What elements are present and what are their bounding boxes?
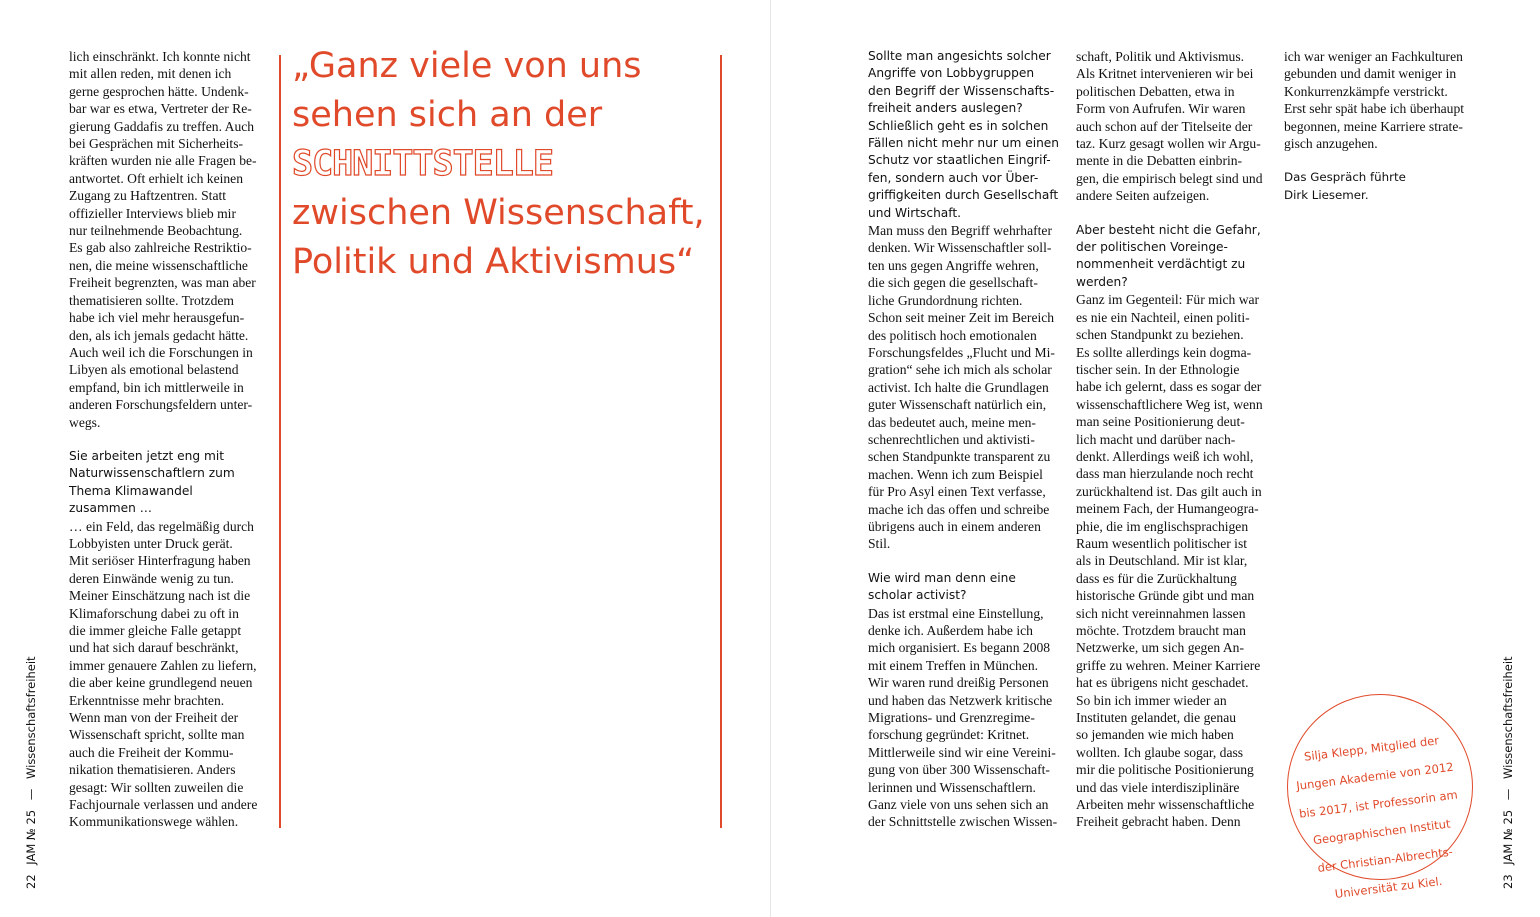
question-1-line: Fällen nicht mehr nur um einen — [868, 136, 1060, 151]
answer-2-continued-line: schaft, Politik und Aktivismus. — [1076, 49, 1245, 64]
interview-credit — [1284, 169, 1484, 204]
answer-3-line: So bin ich immer wieder an — [1076, 692, 1227, 708]
answer-2-line: forschung gegründet: Kritnet. — [868, 727, 1030, 743]
left-answer-b-line: Meiner Einschätzung nach ist die — [69, 588, 251, 604]
answer-3-line: habe ich gelernt, dass es sogar der — [1076, 379, 1262, 395]
left-page-number: 22 — [24, 874, 38, 889]
answer-1-line: Forschungsfeldes „Flucht und Mi- — [868, 344, 1055, 360]
answer-2-continued — [1076, 48, 1276, 205]
answer-1-line: liche Grundordnung richten. — [868, 292, 1023, 308]
quote-rule-right — [720, 55, 722, 828]
answer-1-line: schen Standpunkte transparent zu — [868, 449, 1051, 465]
pull-quote-highlight: SCHNITTSTELLE — [292, 144, 553, 184]
answer-3-continued-line: gebunden und damit weniger in — [1284, 66, 1457, 82]
answer-3-line: wissenschaftlichere Weg ist, wenn — [1076, 396, 1263, 412]
question-1 — [868, 48, 1068, 222]
answer-3-continued-line: Konkurrenzkämpfe verstrickt. — [1284, 83, 1448, 99]
left-answer-b-line: und hat sich darauf beschränkt, — [69, 640, 239, 656]
left-answer-a-line: Libyen als emotional belastend — [69, 362, 239, 378]
question-3 — [1076, 222, 1276, 292]
left-answer-a — [69, 48, 269, 431]
left-answer-b-line: Kommunikationswege wählen. — [69, 814, 239, 830]
question-3-line: werden? — [1076, 274, 1128, 289]
left-section-label: Wissenschaftsfreiheit — [24, 656, 38, 779]
question-1-line: den Begriff der Wissenschafts- — [868, 83, 1055, 98]
right-dash: — — [1501, 788, 1515, 801]
answer-3-line: es nie ein Nachteil, einen politi- — [1076, 309, 1250, 325]
answer-3-line: historische Gründe gibt und man — [1076, 588, 1255, 604]
interview-credit-line: Das Gespräch führte — [1284, 170, 1406, 185]
answer-3-continued — [1284, 48, 1484, 152]
left-answer-b — [69, 518, 269, 831]
left-answer-b-line: … ein Feld, das regelmäßig durch — [69, 518, 254, 534]
question-1-line: und Wirtschaft. — [868, 205, 961, 220]
right-section-label: Wissenschaftsfreiheit — [1501, 656, 1515, 779]
left-answer-b-line: Lobbyisten unter Druck gerät. — [69, 535, 233, 551]
left-question-line: zusammen … — [69, 501, 152, 516]
right-column-3 — [1284, 48, 1484, 204]
answer-1-line: mache ich das offen und schreibe — [868, 501, 1050, 517]
left-answer-a-line: bei Gesprächen mit Sicherheits- — [69, 136, 244, 152]
answer-2-continued-line: andere Seiten aufzeigen. — [1076, 188, 1210, 204]
answer-3-line: möchte. Trotzdem braucht man — [1076, 623, 1246, 638]
caption-circle-line: Universität zu Kiel. — [1334, 873, 1443, 901]
left-answer-b-line: nikation thematisieren. Anders — [69, 762, 236, 778]
answer-2-continued-line: politischen Debatten, etwa in — [1076, 83, 1235, 99]
left-answer-a-line: Auch weil ich die Forschungen in — [69, 344, 253, 360]
question-1-line: Schließlich geht es in solchen — [868, 118, 1049, 133]
question-2-line: scholar activist? — [868, 588, 967, 603]
answer-2-line: der Schnittstelle zwischen Wissen- — [868, 814, 1058, 830]
left-answer-b-line: deren Einwände wenig zu tun. — [69, 570, 234, 586]
left-answer-a-line: kräften wurden nie alle Fragen be- — [69, 153, 257, 169]
answer-3-line: Es sollte allerdings kein dogma- — [1076, 344, 1252, 360]
left-answer-a-line: nur teilnehmende Beobachtung. — [69, 223, 243, 239]
interview-credit-line: Dirk Liesemer. — [1284, 187, 1369, 202]
answer-3-continued-line: gisch anzugehen. — [1284, 136, 1378, 152]
left-answer-a-line: gerne gesprochen hätte. Undenk- — [69, 83, 249, 99]
answer-3-line: so jemanden wie mich haben — [1076, 727, 1234, 743]
left-answer-a-line: bar war es etwa, Vertreter der Re- — [69, 101, 252, 117]
answer-2-continued-line: taz. Kurz gesagt wollen wir Argu- — [1076, 136, 1261, 152]
left-answer-b-line: die immer gleiche Falle getappt — [69, 623, 242, 638]
left-answer-a-line: thematisieren sollte. Trotzdem — [69, 292, 234, 308]
left-answer-b-line: immer genauere Zahlen zu liefern, — [69, 657, 257, 673]
answer-2-line: mit einem Treffen in München. — [868, 657, 1039, 673]
left-answer-a-line: Es gab also zahlreiche Restriktio- — [69, 240, 252, 256]
answer-3-line: Raum wesentlich politischer ist — [1076, 535, 1248, 551]
pull-quote-part1: „Ganz viele von uns sehen sich an der — [292, 46, 642, 135]
left-answer-b-line: Wissenschaft spricht, sollte man — [69, 727, 245, 743]
answer-1-line: guter Wissenschaft natürlich ein, — [868, 397, 1047, 413]
answer-3-line: hat es übrigens nicht geschadet. — [1076, 675, 1249, 691]
answer-2-line: Mittlerweile sind wir eine Vereini- — [868, 744, 1056, 760]
quote-rule-left — [279, 55, 281, 828]
answer-1-line: Stil. — [868, 536, 891, 552]
left-question-line: Thema Klimawandel — [69, 483, 193, 498]
answer-1-line: für Pro Asyl einen Text verfasse, — [868, 484, 1046, 500]
answer-2-line: Migrations- und Grenzregime- — [868, 710, 1035, 726]
answer-2-continued-line: auch schon auf der Titelseite der — [1076, 118, 1253, 134]
caption-circle-text — [1290, 719, 1471, 917]
answer-2-continued-line: mente in die Debatten einbrin- — [1076, 153, 1243, 169]
question-2 — [868, 570, 1068, 605]
answer-3-line: denkt. Allerdings weiß ich wohl, — [1076, 448, 1254, 464]
left-question-line: Sie arbeiten jetzt eng mit — [69, 448, 225, 463]
answer-1-line: activist. Ich halte die Grundlagen — [868, 379, 1049, 395]
left-question-line: Naturwissenschaftlern zum — [69, 466, 235, 481]
answer-2-line: Ganz viele von uns sehen sich an — [868, 797, 1049, 813]
left-question — [69, 448, 269, 518]
left-answer-a-line: anderen Forschungsfeldern unter- — [69, 397, 253, 413]
question-1-line: Schutz vor staatlichen Eingrif- — [868, 153, 1051, 168]
left-answer-b-line: Wenn man von der Freiheit der — [69, 710, 239, 726]
left-answer-b-line: Erkenntnisse mehr brachten. — [69, 692, 225, 708]
question-2-line: Wie wird man denn eine — [868, 570, 1016, 585]
answer-3-line: dass man hierzulande noch recht — [1076, 466, 1254, 482]
answer-1-line: übrigens auch in einem anderen — [868, 518, 1041, 534]
answer-1-line: des politisch hoch emotionalen — [868, 327, 1037, 343]
answer-3-line: Ganz im Gegenteil: Für mich war — [1076, 292, 1260, 308]
left-answer-b-line: Mit seriöser Hinterfragung haben — [69, 553, 251, 569]
left-answer-a-line: habe ich viel mehr herausgefun- — [69, 310, 245, 326]
answer-2-continued-line: Als Kritnet intervenieren wir bei — [1076, 66, 1254, 82]
pull-quote-part2: zwischen Wissenschaft, Politik und Aktivismus“ — [292, 193, 705, 282]
answer-1-line: denken. Wir Wissenschaftler soll- — [868, 240, 1052, 256]
caption-circle-line: Silja Klepp, Mitglied der — [1303, 732, 1440, 764]
right-column-1 — [868, 48, 1068, 831]
answer-3-line: zurückhaltend ist. Das gilt auch in — [1076, 483, 1262, 499]
answer-3-line: griffe zu wehren. Meiner Karriere — [1076, 657, 1261, 673]
left-dash: — — [24, 788, 38, 801]
answer-3-line: phie, die im englischsprachigen — [1076, 518, 1249, 534]
left-answer-a-line: antwortet. Oft erhielt ich keinen — [69, 170, 244, 186]
answer-3-line: sich nicht vereinnahmen lassen — [1076, 605, 1246, 621]
answer-3-line: man seine Positionierung deut- — [1076, 414, 1245, 430]
answer-2-line: und haben das Netzwerk kritische — [868, 692, 1053, 708]
left-answer-a-line: den, als ich jemals gedacht hätte. — [69, 327, 249, 343]
spread-gutter — [770, 0, 771, 917]
question-3-line: nommenheit verdächtigt zu — [1076, 257, 1246, 272]
caption-circle-line: der Christian-Albrechts- — [1316, 843, 1454, 875]
question-1-line: griffigkeiten durch Gesellschaft — [868, 188, 1059, 203]
left-answer-a-line: lich einschränkt. Ich konnte nicht — [69, 49, 251, 64]
answer-2 — [868, 605, 1068, 831]
answer-1-line: ten uns gegen Angriffe wehren, — [868, 257, 1039, 273]
question-1-line: fen, sondern auch vor Über- — [868, 170, 1039, 185]
question-1-line: freiheit anders auslegen? — [868, 101, 1023, 116]
answer-1 — [868, 222, 1068, 553]
answer-1-line: Schon seit meiner Zeit im Bereich — [868, 310, 1055, 326]
left-answer-b-line: Klimaforschung dabei zu oft in — [69, 605, 239, 621]
question-3-line: der politischen Voreinge- — [1076, 240, 1228, 255]
answer-3-line: tischer sein. In der Ethnologie — [1076, 361, 1240, 377]
right-issue-label: JAM № 25 — [1501, 809, 1515, 865]
caption-circle-line: Geographischen Institut — [1312, 816, 1452, 847]
left-answer-a-line: Freiheit begrenzten, was man aber — [69, 275, 256, 291]
answer-1-line: die sich gegen die gesellschaft- — [868, 275, 1038, 291]
answer-3-line: und das viele interdisziplinäre — [1076, 779, 1240, 795]
answer-2-line: Wir waren rund dreißig Personen — [868, 675, 1049, 691]
left-answer-a-line: mit allen reden, mit denen ich — [69, 66, 232, 82]
answer-1-line: gration“ sehe ich mich als scholar — [868, 362, 1052, 378]
answer-2-line: lerinnen und Wissenschaftlern. — [868, 779, 1036, 795]
answer-3-line: Freiheit gebracht haben. Denn — [1076, 814, 1241, 830]
answer-1-line: machen. Wenn ich zum Beispiel — [868, 466, 1043, 482]
answer-3-line: Netzwerke, um sich gegen An- — [1076, 640, 1244, 656]
right-column-2 — [1076, 48, 1276, 831]
answer-3-line: wollten. Ich glaube sogar, dass — [1076, 744, 1244, 760]
left-text-column — [69, 48, 269, 831]
left-answer-a-line: offizieller Interviews blieb mir — [69, 205, 236, 221]
left-answer-b-line: auch die Freiheit der Kommu- — [69, 744, 234, 760]
answer-3-line: als in Deutschland. Mir ist klar, — [1076, 553, 1248, 569]
left-page-footer — [24, 650, 38, 889]
answer-2-line: mich organisiert. Es begann 2008 — [868, 640, 1051, 656]
right-page-number: 23 — [1501, 874, 1515, 889]
left-issue-label: JAM № 25 — [24, 809, 38, 865]
left-answer-a-line: empfand, bin ich mittlerweile in — [69, 379, 244, 395]
answer-3-line: lich macht und darüber nach- — [1076, 431, 1236, 447]
answer-2-line: denke ich. Außerdem habe ich — [868, 623, 1033, 638]
answer-3-continued-line: ich war weniger an Fachkulturen — [1284, 49, 1463, 64]
answer-3-continued-line: Erst sehr spät habe ich überhaupt — [1284, 101, 1465, 117]
answer-2-line: Das ist erstmal eine Einstellung, — [868, 605, 1044, 621]
answer-3 — [1076, 291, 1276, 831]
answer-3-line: Arbeiten mehr wissenschaftliche — [1076, 797, 1255, 813]
left-answer-a-line: Zugang zu Haftzentren. Statt — [69, 188, 227, 204]
right-page-footer — [1501, 650, 1515, 889]
pull-quote — [292, 42, 712, 287]
answer-1-line: das bedeutet auch, meine men- — [868, 414, 1036, 430]
answer-3-line: meinem Fach, der Humangeogra- — [1076, 501, 1259, 517]
answer-3-line: dass es für die Zurückhaltung — [1076, 570, 1237, 586]
answer-3-line: mir die politische Positionierung — [1076, 762, 1254, 778]
caption-circle-line: Jungen Akademie von 2012 — [1295, 759, 1455, 793]
answer-1-line: schenrechtlichen und aktivisti- — [868, 431, 1035, 447]
answer-3-line: schen Standpunkt zu beziehen. — [1076, 327, 1244, 343]
question-1-line: Sollte man angesichts solcher — [868, 49, 1051, 63]
answer-2-line: gung von über 300 Wissenschaft- — [868, 762, 1050, 778]
left-answer-a-line: wegs. — [69, 414, 101, 430]
left-answer-a-line: nen, die meine wissenschaftliche — [69, 257, 248, 273]
answer-1-line: Man muss den Begriff wehrhafter — [868, 223, 1052, 239]
left-answer-b-line: Fachjournale verlassen und andere — [69, 797, 258, 813]
answer-3-continued-line: begonnen, meine Karriere strate- — [1284, 118, 1463, 134]
answer-2-continued-line: gen, die empirisch belegt sind und — [1076, 170, 1263, 186]
left-answer-a-line: gierung Gaddafis zu treffen. Auch — [69, 118, 255, 134]
question-3-line: Aber besteht nicht die Gefahr, — [1076, 222, 1261, 237]
answer-2-continued-line: Form von Aufrufen. Wir waren — [1076, 101, 1246, 117]
question-1-line: Angriffe von Lobbygruppen — [868, 66, 1035, 81]
left-answer-b-line: gesagt: Wir sollten zuweilen die — [69, 779, 244, 795]
answer-3-line: Instituten gelandet, die genau — [1076, 710, 1237, 726]
left-answer-b-line: die aber keine grundlegend neuen — [69, 675, 253, 691]
caption-circle-line: bis 2017, ist Professorin am — [1298, 786, 1459, 821]
